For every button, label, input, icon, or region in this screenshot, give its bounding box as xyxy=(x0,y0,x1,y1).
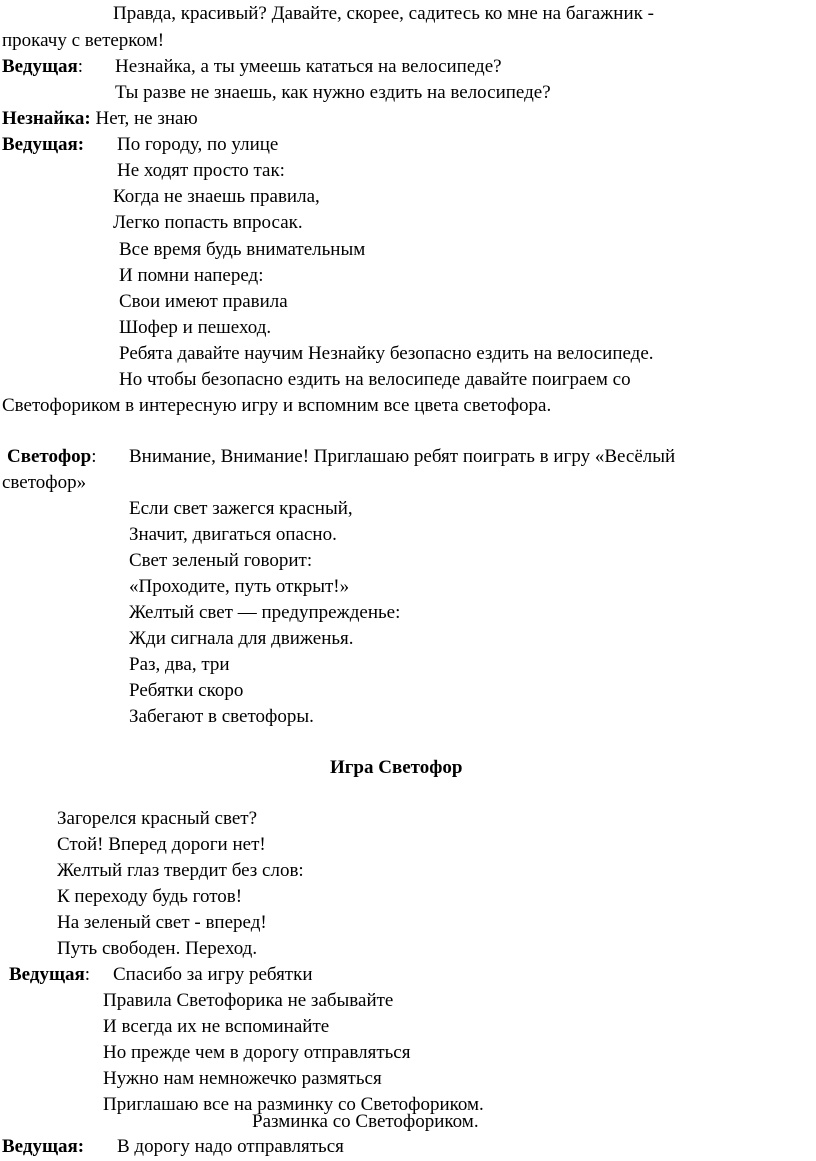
text-line: Ребята давайте научим Незнайку безопасно ездить на велосипеде. xyxy=(119,343,654,364)
text-line: Приглашаю все на разминку со Светофориком. xyxy=(103,1094,484,1115)
text-line: Незнайка, а ты умеешь кататься на велосипеде? xyxy=(115,56,502,77)
text-line: прокачу с ветерком! xyxy=(2,30,165,51)
text-line: Но прежде чем в дорогу отправляться xyxy=(103,1042,411,1063)
section-heading: Игра Светофор xyxy=(330,757,463,778)
text-line: И помни наперед: xyxy=(119,265,264,286)
text-line: Путь свободен. Переход. xyxy=(57,938,258,959)
speaker-colon: : xyxy=(84,964,91,985)
text-line: Правила Светофорика не забывайте xyxy=(103,990,394,1011)
speaker-name: Ведущая: xyxy=(2,134,85,155)
text-line: Свет зеленый говорит: xyxy=(129,550,313,571)
text-line: Забегают в светофоры. xyxy=(129,706,314,727)
speaker-line xyxy=(2,1136,84,1158)
text-line: Внимание, Внимание! Приглашаю ребят поиграть в игру «Весёлый xyxy=(129,446,676,467)
text-line: Все время будь внимательным xyxy=(119,239,366,260)
text-line: Желтый свет — предупрежденье: xyxy=(129,602,401,623)
text-line: Значит, двигаться опасно. xyxy=(129,524,337,545)
speaker-name: Ведущая: xyxy=(2,1136,85,1157)
text-line: Жди сигнала для движенья. xyxy=(129,628,354,649)
text-line: Легко попасть впросак. xyxy=(113,212,303,233)
section-heading: Разминка со Светофориком. xyxy=(252,1111,479,1132)
text-line: Если свет зажегся красный, xyxy=(129,498,353,519)
text-line: светофор» xyxy=(2,472,87,493)
text-line: И всегда их не вспоминайте xyxy=(103,1016,330,1037)
text-line: «Проходите, путь открыт!» xyxy=(129,576,350,597)
text-line: Свои имеют правила xyxy=(119,291,288,312)
text-line: Когда не знаешь правила, xyxy=(113,186,320,207)
text-line: Не ходят просто так: xyxy=(117,160,285,181)
text-line: К переходу будь готов! xyxy=(57,886,243,907)
text-line: Спасибо за игру ребятки xyxy=(113,964,313,985)
speaker-colon: : xyxy=(77,56,84,77)
text-line: Ребятки скоро xyxy=(129,680,244,701)
speaker-name: Ведущая xyxy=(2,56,78,77)
text-line: Нет, не знаю xyxy=(95,108,198,129)
text-line: Нужно нам немножечко размяться xyxy=(103,1068,382,1089)
text-line: Загорелся красный свет? xyxy=(57,808,258,829)
speaker-line xyxy=(2,56,83,78)
text-line: Раз, два, три xyxy=(129,654,230,675)
speaker-line xyxy=(9,964,90,986)
text-line: По городу, по улице xyxy=(117,134,279,155)
text-line: Стой! Вперед дороги нет! xyxy=(57,834,266,855)
speaker-line xyxy=(2,134,84,156)
speaker-colon: : xyxy=(91,446,97,467)
speaker-line xyxy=(7,446,97,468)
speaker-name: Незнайка: xyxy=(2,108,91,129)
speaker-name: Ведущая xyxy=(9,964,85,985)
text-line: Светофориком в интересную игру и вспомним все цвета светофора. xyxy=(2,395,552,416)
text-line: Желтый глаз твердит без слов: xyxy=(57,860,304,881)
text-line: Шофер и пешеход. xyxy=(119,317,272,338)
text-line: На зеленый свет - вперед! xyxy=(57,912,267,933)
text-line: Но чтобы безопасно ездить на велосипеде давайте поиграем со xyxy=(119,369,631,390)
text-line: В дорогу надо отправляться xyxy=(117,1136,344,1157)
speaker-line xyxy=(2,108,198,130)
text-line: Ты разве не знаешь, как нужно ездить на велосипеде? xyxy=(115,82,551,103)
text-line: Правда, красивый? Давайте, скорее, садитесь ко мне на багажник - xyxy=(113,3,654,24)
speaker-name: Светофор xyxy=(7,446,92,467)
